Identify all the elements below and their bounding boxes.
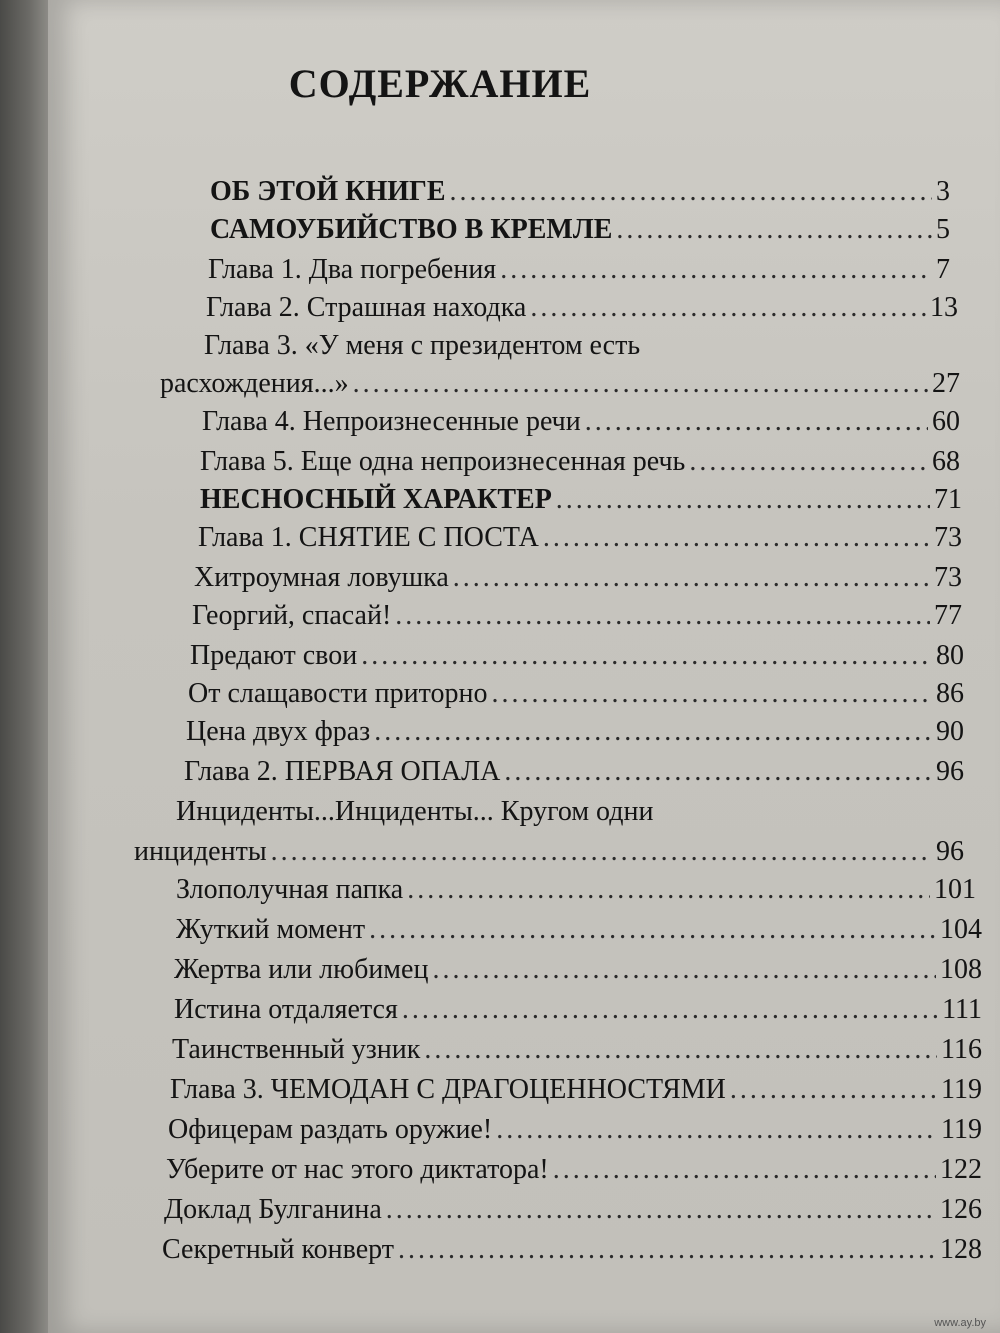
toc-entry-page: 119: [941, 1074, 982, 1105]
toc-entry-label: Секретный конверт: [162, 1234, 395, 1265]
toc-entry-page: 101: [934, 874, 976, 905]
toc-entry-label: Злополучная папка: [176, 874, 404, 905]
leader-dots: [361, 640, 932, 672]
toc-entry-label: Глава 2. ПЕРВАЯ ОПАЛА: [184, 756, 501, 787]
leader-dots: [453, 562, 930, 594]
leader-dots: [689, 446, 928, 478]
toc-entry: [202, 406, 960, 444]
toc-entry-page: 5: [936, 214, 950, 245]
toc-entry-label: Офицерам раздать оружие!: [168, 1114, 493, 1145]
toc-entry-label: Глава 2. Страшная находка: [206, 292, 527, 323]
toc-entry: [190, 640, 964, 678]
toc-entry-part-character: [200, 484, 962, 522]
toc-entry-page: 119: [941, 1114, 982, 1145]
toc-entry-first-line: Инциденты...Инциденты... Кругом одни: [176, 796, 654, 827]
leader-dots: [730, 1074, 937, 1106]
toc-entry-page: 60: [932, 406, 960, 437]
toc-entry: [134, 836, 964, 874]
toc-entry-part-suicide: [210, 214, 950, 252]
toc-entry: [176, 874, 976, 912]
toc-entry: [172, 1034, 982, 1072]
toc-entry: [166, 1154, 982, 1192]
leader-dots: [374, 716, 932, 748]
leader-dots: [496, 1114, 937, 1146]
toc-entry-label: Таинственный узник: [172, 1034, 421, 1065]
leader-dots: [585, 406, 928, 438]
toc-entry-page: 3: [936, 176, 950, 207]
toc-entry-label: Жуткий момент: [176, 914, 366, 945]
toc-entry-label: Глава 3. ЧЕМОДАН С ДРАГОЦЕННОСТЯМИ: [170, 1074, 726, 1105]
toc-entry-label: От слащавости приторно: [188, 678, 488, 709]
toc-entry-page: 68: [932, 446, 960, 477]
leader-dots: [553, 1154, 936, 1186]
leader-dots: [402, 994, 938, 1026]
leader-dots: [530, 292, 926, 324]
toc-entry-page: 90: [936, 716, 964, 747]
toc-entry-page: 77: [934, 600, 962, 631]
toc-entry-label: Уберите от нас этого диктатора!: [166, 1154, 549, 1185]
toc-entry-label: Глава 5. Еще одна непроизнесенная речь: [200, 446, 686, 477]
watermark: www.ay.by: [934, 1317, 986, 1329]
toc-entry: [168, 1114, 982, 1152]
toc-entry: [174, 994, 982, 1032]
toc-entry-label: Хитроумная ловушка: [194, 562, 449, 593]
leader-dots: [407, 874, 930, 906]
toc-entry-label: Глава 1. Два погребения: [208, 254, 497, 285]
toc-entry-page: 116: [941, 1034, 982, 1065]
toc-entry: [192, 600, 962, 638]
leader-dots: [386, 1194, 936, 1226]
toc-entry-page: 126: [940, 1194, 982, 1225]
toc-entry: [194, 562, 962, 600]
toc-entry-page: 128: [940, 1234, 982, 1265]
toc-entry-page: 111: [942, 994, 982, 1025]
toc-entry: [160, 368, 960, 406]
toc-entry-page: 27: [932, 368, 960, 399]
toc-entry-page: 13: [930, 292, 958, 323]
toc-entry-label: Глава 4. Непроизнесенные речи: [202, 406, 581, 437]
page-title: СОДЕРЖАНИЕ: [288, 61, 592, 106]
leader-dots: [504, 756, 932, 788]
leader-dots: [543, 522, 930, 554]
toc-entry: [198, 522, 962, 560]
leader-dots: [450, 176, 933, 208]
toc-entry-label: ОБ ЭТОЙ КНИГЕ: [210, 176, 446, 207]
toc-entry: [188, 678, 964, 716]
leader-dots: [556, 484, 930, 516]
toc-entry-page: 80: [936, 640, 964, 671]
leader-dots: [398, 1234, 936, 1266]
leader-dots: [271, 836, 932, 868]
toc-entry-label: расхождения...»: [160, 368, 349, 399]
toc-entry: [184, 756, 964, 794]
leader-dots: [424, 1034, 937, 1066]
toc-entry: [208, 254, 950, 292]
toc-entry-page: 71: [934, 484, 962, 515]
toc-entry-label: Георгий, спасай!: [192, 600, 392, 631]
toc-entry: [170, 1074, 982, 1112]
toc-entry-page: 7: [936, 254, 950, 285]
toc-entry-about-book: [210, 176, 950, 214]
toc-entry-page: 104: [940, 914, 982, 945]
leader-dots: [500, 254, 932, 286]
toc-entry-label: Предают свои: [190, 640, 358, 671]
leader-dots: [395, 600, 930, 632]
toc-entry: [200, 446, 960, 484]
toc-entry-label: САМОУБИЙСТВО В КРЕМЛЕ: [210, 214, 613, 245]
toc-entry-label: Цена двух фраз: [186, 716, 371, 747]
toc-entry-page: 122: [940, 1154, 982, 1185]
toc-entry-page: 86: [936, 678, 964, 709]
toc-entry-page: 96: [936, 836, 964, 867]
toc-entry-label: Глава 1. СНЯТИЕ С ПОСТА: [198, 522, 539, 553]
toc-entry-first-line: Глава 3. «У меня с президентом есть: [204, 330, 641, 361]
toc-entry: [162, 1234, 982, 1272]
toc-entry: [174, 954, 982, 992]
toc-entry: [206, 292, 958, 330]
toc-entry-label: инциденты: [134, 836, 267, 867]
leader-dots: [353, 368, 928, 400]
toc-entry-label: Доклад Булганина: [164, 1194, 382, 1225]
toc-entry-page: 73: [934, 522, 962, 553]
toc-entry: [176, 914, 982, 952]
toc-entry-page: 108: [940, 954, 982, 985]
toc-entry-label: Истина отдаляется: [174, 994, 398, 1025]
toc-entry: [186, 716, 964, 754]
toc-entry-page: 96: [936, 756, 964, 787]
toc-entry-page: 73: [934, 562, 962, 593]
toc-entry-label: Жертва или любимец: [174, 954, 429, 985]
leader-dots: [491, 678, 932, 710]
leader-dots: [616, 214, 932, 246]
toc-entry-label: НЕСНОСНЫЙ ХАРАКТЕР: [200, 484, 552, 515]
leader-dots: [369, 914, 936, 946]
leader-dots: [432, 954, 936, 986]
toc-entry: [164, 1194, 982, 1232]
